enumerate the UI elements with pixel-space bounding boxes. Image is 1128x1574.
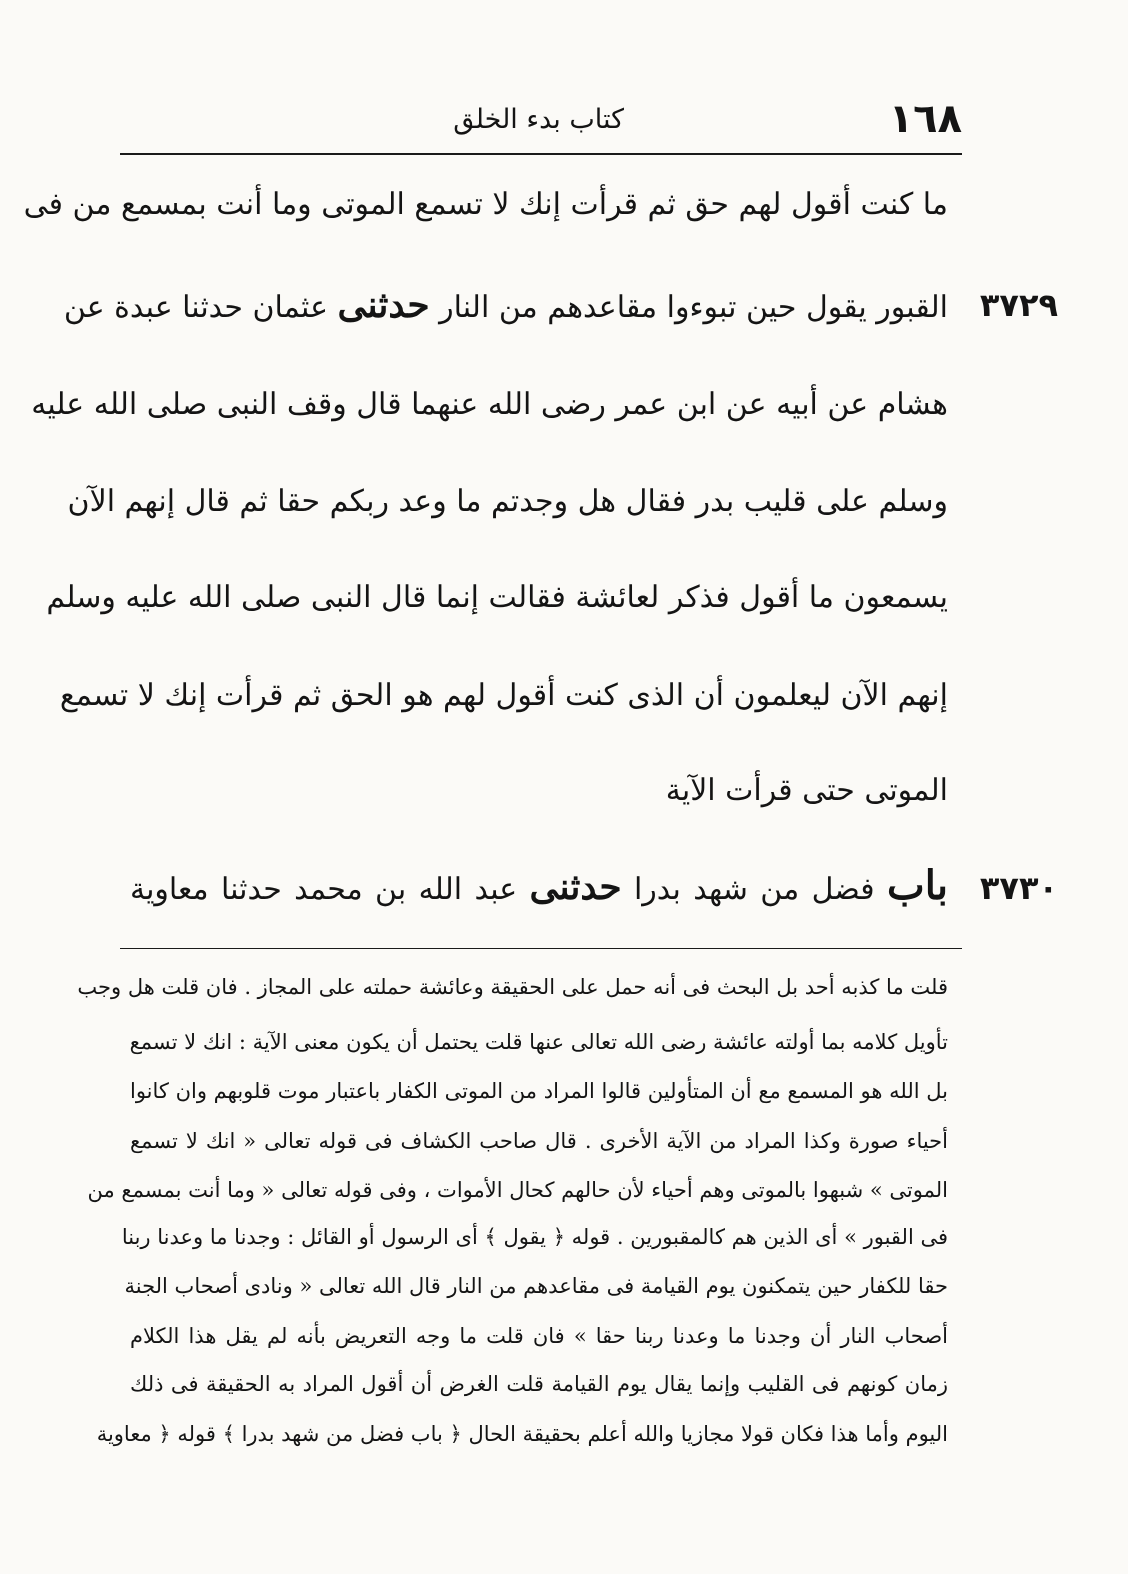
line-segment: عبد الله بن محمد حدثنا معاوية <box>130 872 518 907</box>
hadith-number: ٣٧٢٩ <box>979 286 1058 324</box>
book-title: كتاب بدء الخلق <box>453 104 624 135</box>
text-line-4: وسلم على قليب بدر فقال هل وجدتم ما وعد ربكم حقا ثم قال إنهم الآن <box>67 484 948 519</box>
header-divider <box>120 153 962 155</box>
note-line: فى القبور » أى الذين هم كالمقبورين . قوله ﴿ يقول ﴾ أى الرسول أو القائل : وجدنا ما وعدنا ربنا <box>121 1225 948 1249</box>
line-segment: عثمان حدثنا عبدة عن <box>63 290 328 325</box>
notes-divider <box>120 948 962 949</box>
note-line: أحياء صورة وكذا المراد من الآية الأخرى . قال صاحب الكشاف فى قوله تعالى « انك لا تسمع <box>130 1129 948 1153</box>
haddathani-marker: حدثنى <box>529 866 622 908</box>
text-line-6: إنهم الآن ليعلمون أن الذى كنت أقول لهم هو الحق ثم قرأت إنك لا تسمع <box>59 678 948 713</box>
text-line-1: ما كنت أقول لهم حق ثم قرأت إنك لا تسمع الموتى وما أنت بمسمع من فى <box>23 187 948 222</box>
text-line-2 <box>63 284 948 328</box>
note-line: حقا للكفار حين يتمكنون يوم القيامة فى مقاعدهم من النار قال الله تعالى « ونادى أصحاب الجنة <box>124 1274 948 1298</box>
note-line: أصحاب النار أن وجدنا ما وعدنا ربنا حقا » فان قلت ما وجه التعريض بأنه لم يقل هذا الكلام <box>130 1324 948 1348</box>
page-number: ١٦٨ <box>888 96 962 142</box>
line-segment: القبور يقول حين تبوءوا مقاعدهم من النار <box>439 290 948 325</box>
text-line-3: هشام عن أبيه عن ابن عمر رضى الله عنهما قال وقف النبى صلى الله عليه <box>31 387 948 422</box>
note-line: الموتى » شبهوا بالموتى وهم أحياء لأن حالهم كحال الأموات ، وفى قوله تعالى « وما أنت بمسمع من <box>87 1178 948 1202</box>
note-line: اليوم وأما هذا فكان قولا مجازيا والله أعلم بحقيقة الحال ﴿ باب فضل من شهد بدرا ﴾ قوله ﴿ معاوية <box>96 1422 948 1446</box>
text-line-5: يسمعون ما أقول فذكر لعائشة فقالت إنما قال النبى صلى الله عليه وسلم <box>46 580 948 615</box>
hadith-number: ٣٧٣٠ <box>979 869 1058 907</box>
bab-heading: باب <box>887 862 949 909</box>
note-line: تأويل كلامه بما أولته عائشة رضى الله تعالى عنها قلت يحتمل أن يكون معنى الآية : انك لا تسمع <box>129 1030 948 1054</box>
text-line-8 <box>130 862 949 910</box>
page-header <box>120 92 962 152</box>
text-line-7: الموتى حتى قرأت الآية <box>665 773 948 808</box>
note-line: زمان كونهم فى القليب وإنما يقال يوم القيامة قلت الغرض أن أقول المراد به الحقيقة فى ذلك <box>130 1372 948 1396</box>
note-line: قلت ما كذبه أحد بل البحث فى أنه حمل على الحقيقة وعائشة حملته على المجاز . فان قلت هل وجب <box>77 975 948 999</box>
note-line: بل الله هو المسمع مع أن المتأولين قالوا المراد من الموتى الكفار باعتبار موت قلوبهم وان كانوا <box>130 1079 948 1103</box>
bab-title: فضل من شهد بدرا <box>633 872 875 907</box>
haddathani-marker: حدثنى <box>337 284 430 326</box>
